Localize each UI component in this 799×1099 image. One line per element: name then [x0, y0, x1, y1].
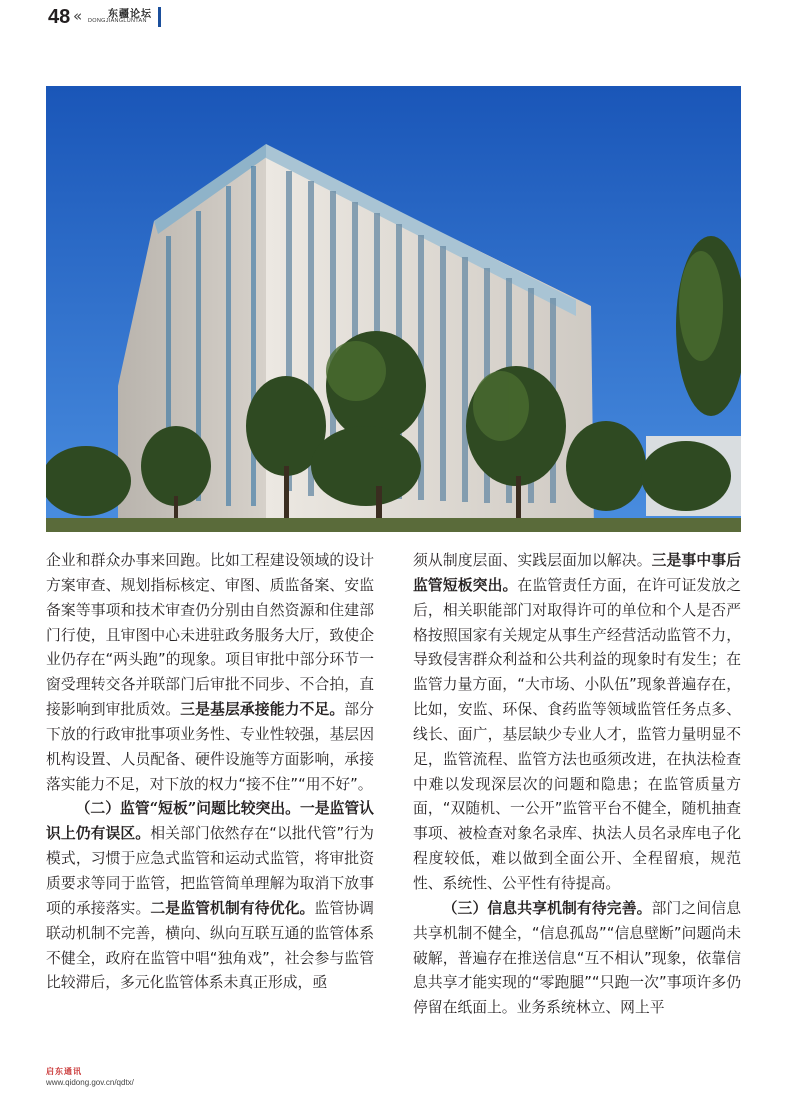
building-illustration [46, 86, 741, 532]
section-subheading: （二）监管“短板”问题比较突出。 [75, 800, 300, 818]
section-subheading: （三）信息共享机制有待完善。 [442, 899, 652, 917]
paragraph: （二）监管“短板”问题比较突出。一是监管认识上仍有误区。相关部门依然存在“以批代管”行为模式，习惯于应急式监管和运动式监管，将审批资质要求等同于监管，把监管简单理解为取消下放事项的承接落实。二是监管机制有待优化。监管协调联动机制不完善，横向、纵向互联互通的监管体系不健全，政府在监管中唱“独角戏”，社会参与监管比较滞后，多元化监管体系未真正形成，亟 [46, 800, 374, 992]
article-column-right [413, 549, 741, 1021]
paragraph: 须从制度层面、实践层面加以解决。三是事中事后监管短板突出。在监管责任方面，在许可证发放之后，相关职能部门对取得许可的单位和个人是否严格按照国家有关规定从事生产经营活动监管不力，导致侵害群众利益和公共利益的现象时有发生；在监管力量方面，“大市场、小队伍”现象普遍存在，比如，安监、环保、食药监等领域监管任务点多、线长、面广，基层缺少专业人才，监管力量明显不足，监管流程、监管方法也亟须改进，在执法检查中难以发现深层次的问题和隐患；在监管质量方面，“双随机、一公开”监管平台不健全，随机抽查事项、被检查对象名录库、执法人员名录库电子化程度较低，难以做到全面公开、全程留痕，规范性、系统性、公平性有待提高。 [413, 552, 741, 892]
column-brand-pinyin: DONGJIANGLUNTAN [88, 18, 147, 24]
article-column-left [46, 549, 374, 996]
paragraph: （三）信息共享机制有待完善。部门之间信息共享机制不健全，“信息孤岛”“信息壁断”问题尚未破解，普遍存在推送信息“互不相认”现象，依靠信息共享才能实现的“零跑腿”“只跑一次”事项许多仍停留在纸面上。业务系统林立、网上平 [413, 899, 741, 1017]
brand-accent-bar [158, 7, 161, 27]
emphasis-point: 三是基层承接能力不足。 [180, 701, 345, 719]
double-chevron-icon: « [73, 7, 83, 25]
emphasis-point: 三是事中事后监管短板突出。 [413, 552, 741, 594]
office-building-photo [46, 86, 741, 532]
publication-url: www.qidong.gov.cn/qdtx/ [46, 1078, 134, 1087]
paragraph: 企业和群众办事来回跑。比如工程建设领域的设计方案审查、规划指标核定、审图、质监备案、安监备案等事项和技术审查仍分别由自然资源和住建部门行使，且审图中心未进驻政务服务大厅，致使企业仍存在“两头跑”的现象。项目审批中部分环节一窗受理转交各并联部门后审批不同步、不合拍，直接影响到审批质效。三是基层承接能力不足。部分下放的行政审批事项业务性、专业性较强，基层因机构设置、人员配备、硬件设施等方面影响，承接落实能力不足，对下放的权力“接不住”“用不好”。 [46, 552, 374, 793]
publication-logo: 启东通讯 [46, 1067, 82, 1076]
column-brand-title: 东疆论坛 [108, 9, 152, 20]
page-footer [46, 1066, 134, 1087]
emphasis-point: 一是监管认识上仍有误区。 [46, 800, 374, 843]
page-number: 48 [48, 6, 71, 28]
emphasis-point: 二是监管机制有待优化。 [150, 899, 315, 917]
